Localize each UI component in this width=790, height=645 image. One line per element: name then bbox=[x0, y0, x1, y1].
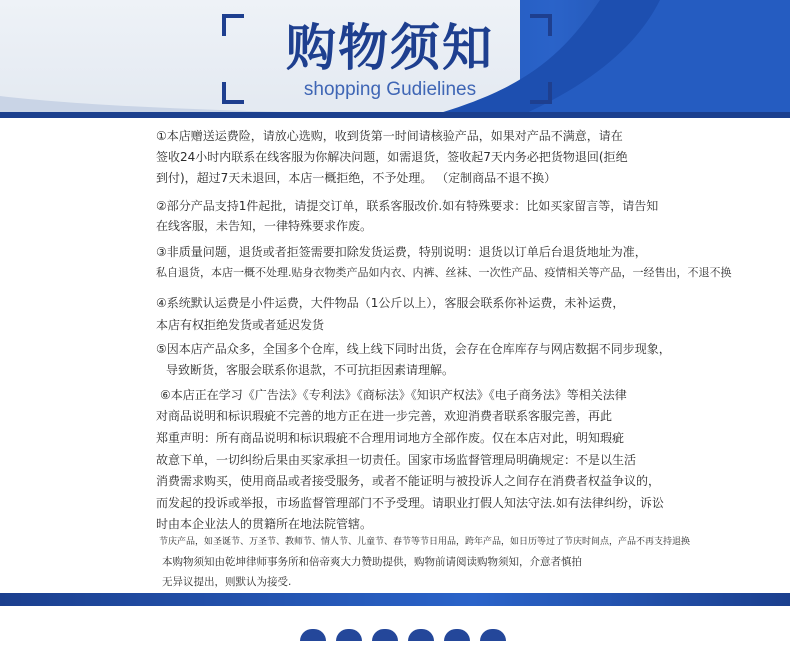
notice-line: 消费需求购买，使用商品或者接受服务，或者不能证明与被投诉人之间存在消费者权益争议的， bbox=[156, 474, 661, 488]
notice-line: 无异议提出，则默认为接受. bbox=[162, 576, 292, 588]
next-section-peek bbox=[300, 626, 560, 638]
notice-line: ④系统默认运费是小件运费，大件物品（1公斤以上），客服会联系你补运费，未补运费， bbox=[156, 296, 625, 310]
notice-line: ⑥本店正在学习《广告法》《专利法》《商标法》《知识产权法》《电子商务法》等相关法律 bbox=[160, 388, 627, 402]
notice-line: 故意下单，一切纠纷后果由买家承担一切责任。国家市场监督管理局明确规定：不是以生活 bbox=[156, 453, 637, 467]
notice-line: 到付)，超过7天未退回，本店一概拒绝，不予处理。 （定制商品不退不换） bbox=[156, 171, 557, 185]
peek-shape bbox=[336, 629, 362, 641]
peek-shape bbox=[372, 629, 398, 641]
notice-line: 在线客服，未告知，一律特殊要求作废。 bbox=[156, 219, 373, 233]
notice-line: ②部分产品支持1件起批，请提交订单，联系客服改价.如有特殊要求：比如买家留言等，请告知 bbox=[156, 199, 659, 213]
peek-shape bbox=[408, 629, 434, 641]
notice-line: ①本店赠送运费险，请放心选购，收到货第一时间请核验产品，如果对产品不满意，请在 bbox=[156, 129, 623, 143]
page-title: 购物须知 bbox=[286, 19, 494, 77]
notice-line: 郑重声明：所有商品说明和标识瑕疵不合理用词地方全部作废。仅在本店对此，明知瑕疵 bbox=[156, 431, 625, 445]
notice-line: 签收24小时内联系在线客服为你解决问题，如需退货，签收起7天内务必把货物退回(拒绝 bbox=[156, 150, 628, 164]
notice-line: 节庆产品，如圣诞节、万圣节、教师节、情人节、儿童节、春节等节日用品，跨年产品，如日历等过了节庆时间点，产品不再支持退换 bbox=[159, 537, 691, 547]
notice-line: 时由本企业法人的贯籍所在地法院管辖。 bbox=[156, 517, 373, 531]
notice-line: 导致断货，客服会联系你退款，不可抗拒因素请理解。 bbox=[166, 363, 455, 377]
notice-line: 本购物须知由乾坤律师事务所和倍帝爽大力赞助提供，购物前请阅读购物须知，介意者慎拍 bbox=[162, 556, 582, 568]
notice-line: 本店有权拒绝发货或者延迟发货 bbox=[156, 318, 325, 332]
notice-body bbox=[0, 118, 790, 588]
peek-shape bbox=[300, 629, 326, 641]
header-banner bbox=[0, 0, 790, 116]
notice-line: 而发起的投诉或举报，市场监督管理部门不予受理。请职业打假人知法守法.如有法律纠纷，诉讼 bbox=[156, 496, 664, 510]
page-subtitle: shopping Gudielines bbox=[303, 79, 477, 100]
peek-shape bbox=[444, 629, 470, 641]
notice-line: ⑤因本店产品众多，全国多个仓库，线上线下同时出货，会存在仓库库存与网店数据不同步现象， bbox=[156, 342, 671, 356]
peek-shape bbox=[480, 629, 506, 641]
notice-line: 私自退货，本店一概不处理.贴身衣物类产品如内衣、内裤、丝袜、一次性产品、疫情相关等产品，一经售出，不退不换 bbox=[156, 266, 732, 279]
footer-bar bbox=[0, 593, 790, 606]
notice-line: ③非质量问题，退货或者拒签需要扣除发货运费，特别说明：退货以订单后台退货地址为准， bbox=[156, 245, 647, 259]
notice-line: 对商品说明和标识瑕疵不完善的地方正在进一步完善，欢迎消费者联系客服完善，再此 bbox=[156, 409, 613, 423]
